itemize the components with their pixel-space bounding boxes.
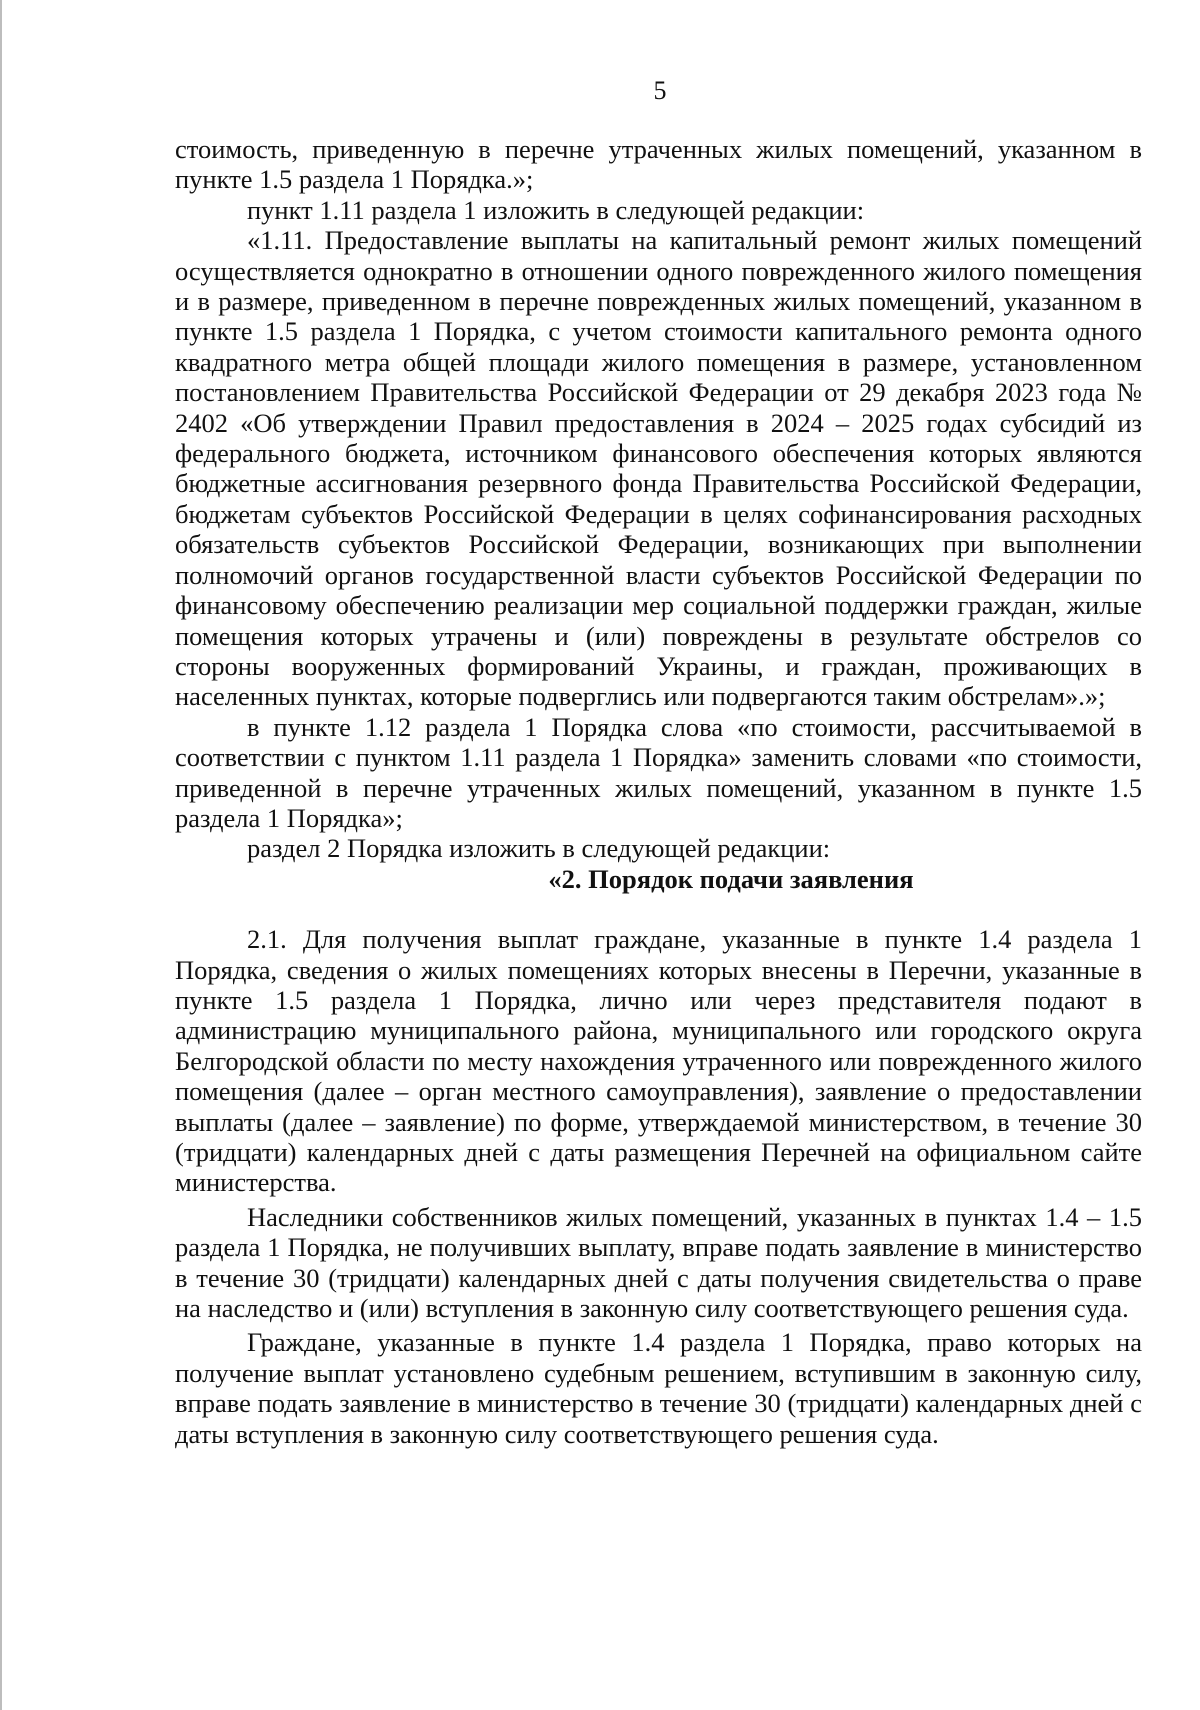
section-heading: «2. Порядок подачи заявления xyxy=(548,863,914,894)
paragraph-heirs: Наследники собственников жилых помещений, указанных в пунктах 1.4 – 1.5 раздела 1 Порядка, не получивших выплату, вправе подать заявление в министерство в течение 30 (тридцати) календарных дней с даты получения свидетельства о праве на наследство и (или) вступления в законную силу соответствующего решения суда. xyxy=(175,1201,1142,1324)
document-body xyxy=(175,134,1142,1449)
paragraph-amendment-1-12: в пункте 1.12 раздела 1 Порядка слова «по стоимости, рассчитываемой в соответствии с пунктом 1.11 раздела 1 Порядка» заменить словами «по стоимости, приведенной в перечне утраченных жилых помещений, указанном в пункте 1.5 раздела 1 Порядка»; xyxy=(175,711,1142,833)
paragraph-continuation: стоимость, приведенную в перечне утраченных жилых помещений, указанном в пункте 1.5 раздела 1 Порядка.»; xyxy=(175,134,1142,195)
paragraph-section-2-intro: раздел 2 Порядка изложить в следующей редакции: xyxy=(247,833,831,864)
paragraph-court-decision: Граждане, указанные в пункте 1.4 раздела 1 Порядка, право которых на получение выплат установлено судебным решением, вступившим в законную силу, вправе подать заявление в министерство в течение 30 (тридцати) календарных дней с даты вступления в законную силу соответствующего решения суда. xyxy=(175,1327,1142,1449)
paragraph-amendment-1-11-intro: пункт 1.11 раздела 1 изложить в следующей редакции: xyxy=(247,194,865,225)
scan-edge-shadow xyxy=(0,0,2,1710)
page-number: 5 xyxy=(653,76,667,105)
paragraph-clause-2-1: 2.1. Для получения выплат граждане, указанные в пункте 1.4 раздела 1 Порядка, сведения о жилых помещениях которых внесены в Перечни, указанные в пункте 1.5 раздела 1 Порядка, лично или через представителя подают в администрацию муниципального района, муниципального или городского округа Белгородской области по месту нахождения утраченного или поврежденного жилого помещения (далее – орган местного самоуправления), заявление о предоставлении выплаты (далее – заявление) по форме, утверждаемой министерством, в течение 30 (тридцати) календарных дней с даты размещения Перечней на официальном сайте министерства. xyxy=(175,924,1142,1198)
paragraph-clause-1-11: «1.11. Предоставление выплаты на капитальный ремонт жилых помещений осуществляется однократно в отношении одного поврежденного жилого помещения и в размере, приведенном в перечне поврежденных жилых помещений, указанном в пункте 1.5 раздела 1 Порядка, с учетом стоимости капитального ремонта одного квадратного метра общей площади жилого помещения в размере, установленном постановлением Правительства Российской Федерации от 29 декабря 2023 года № 2402 «Об утверждении Правил предоставления в 2024 – 2025 годах субсидий из федерального бюджета, источником финансового обеспечения которых являются бюджетные ассигнования резервного фонда Правительства Российской Федерации, бюджетам субъектов Российской Федерации в целях софинансирования расходных обязательств субъектов Российской Федерации, возникающих при выполнении полномочий органов государственной власти субъектов Российской Федерации по финансовому обеспечению реализации мер социальной поддержки граждан, жилые помещения которых утрачены и (или) повреждены в результате обстрелов со стороны вооруженных формирований Украины, и граждан, проживающих в населенных пунктах, которые подверглись или подвергаются таким обстрелам».»; xyxy=(175,225,1142,712)
